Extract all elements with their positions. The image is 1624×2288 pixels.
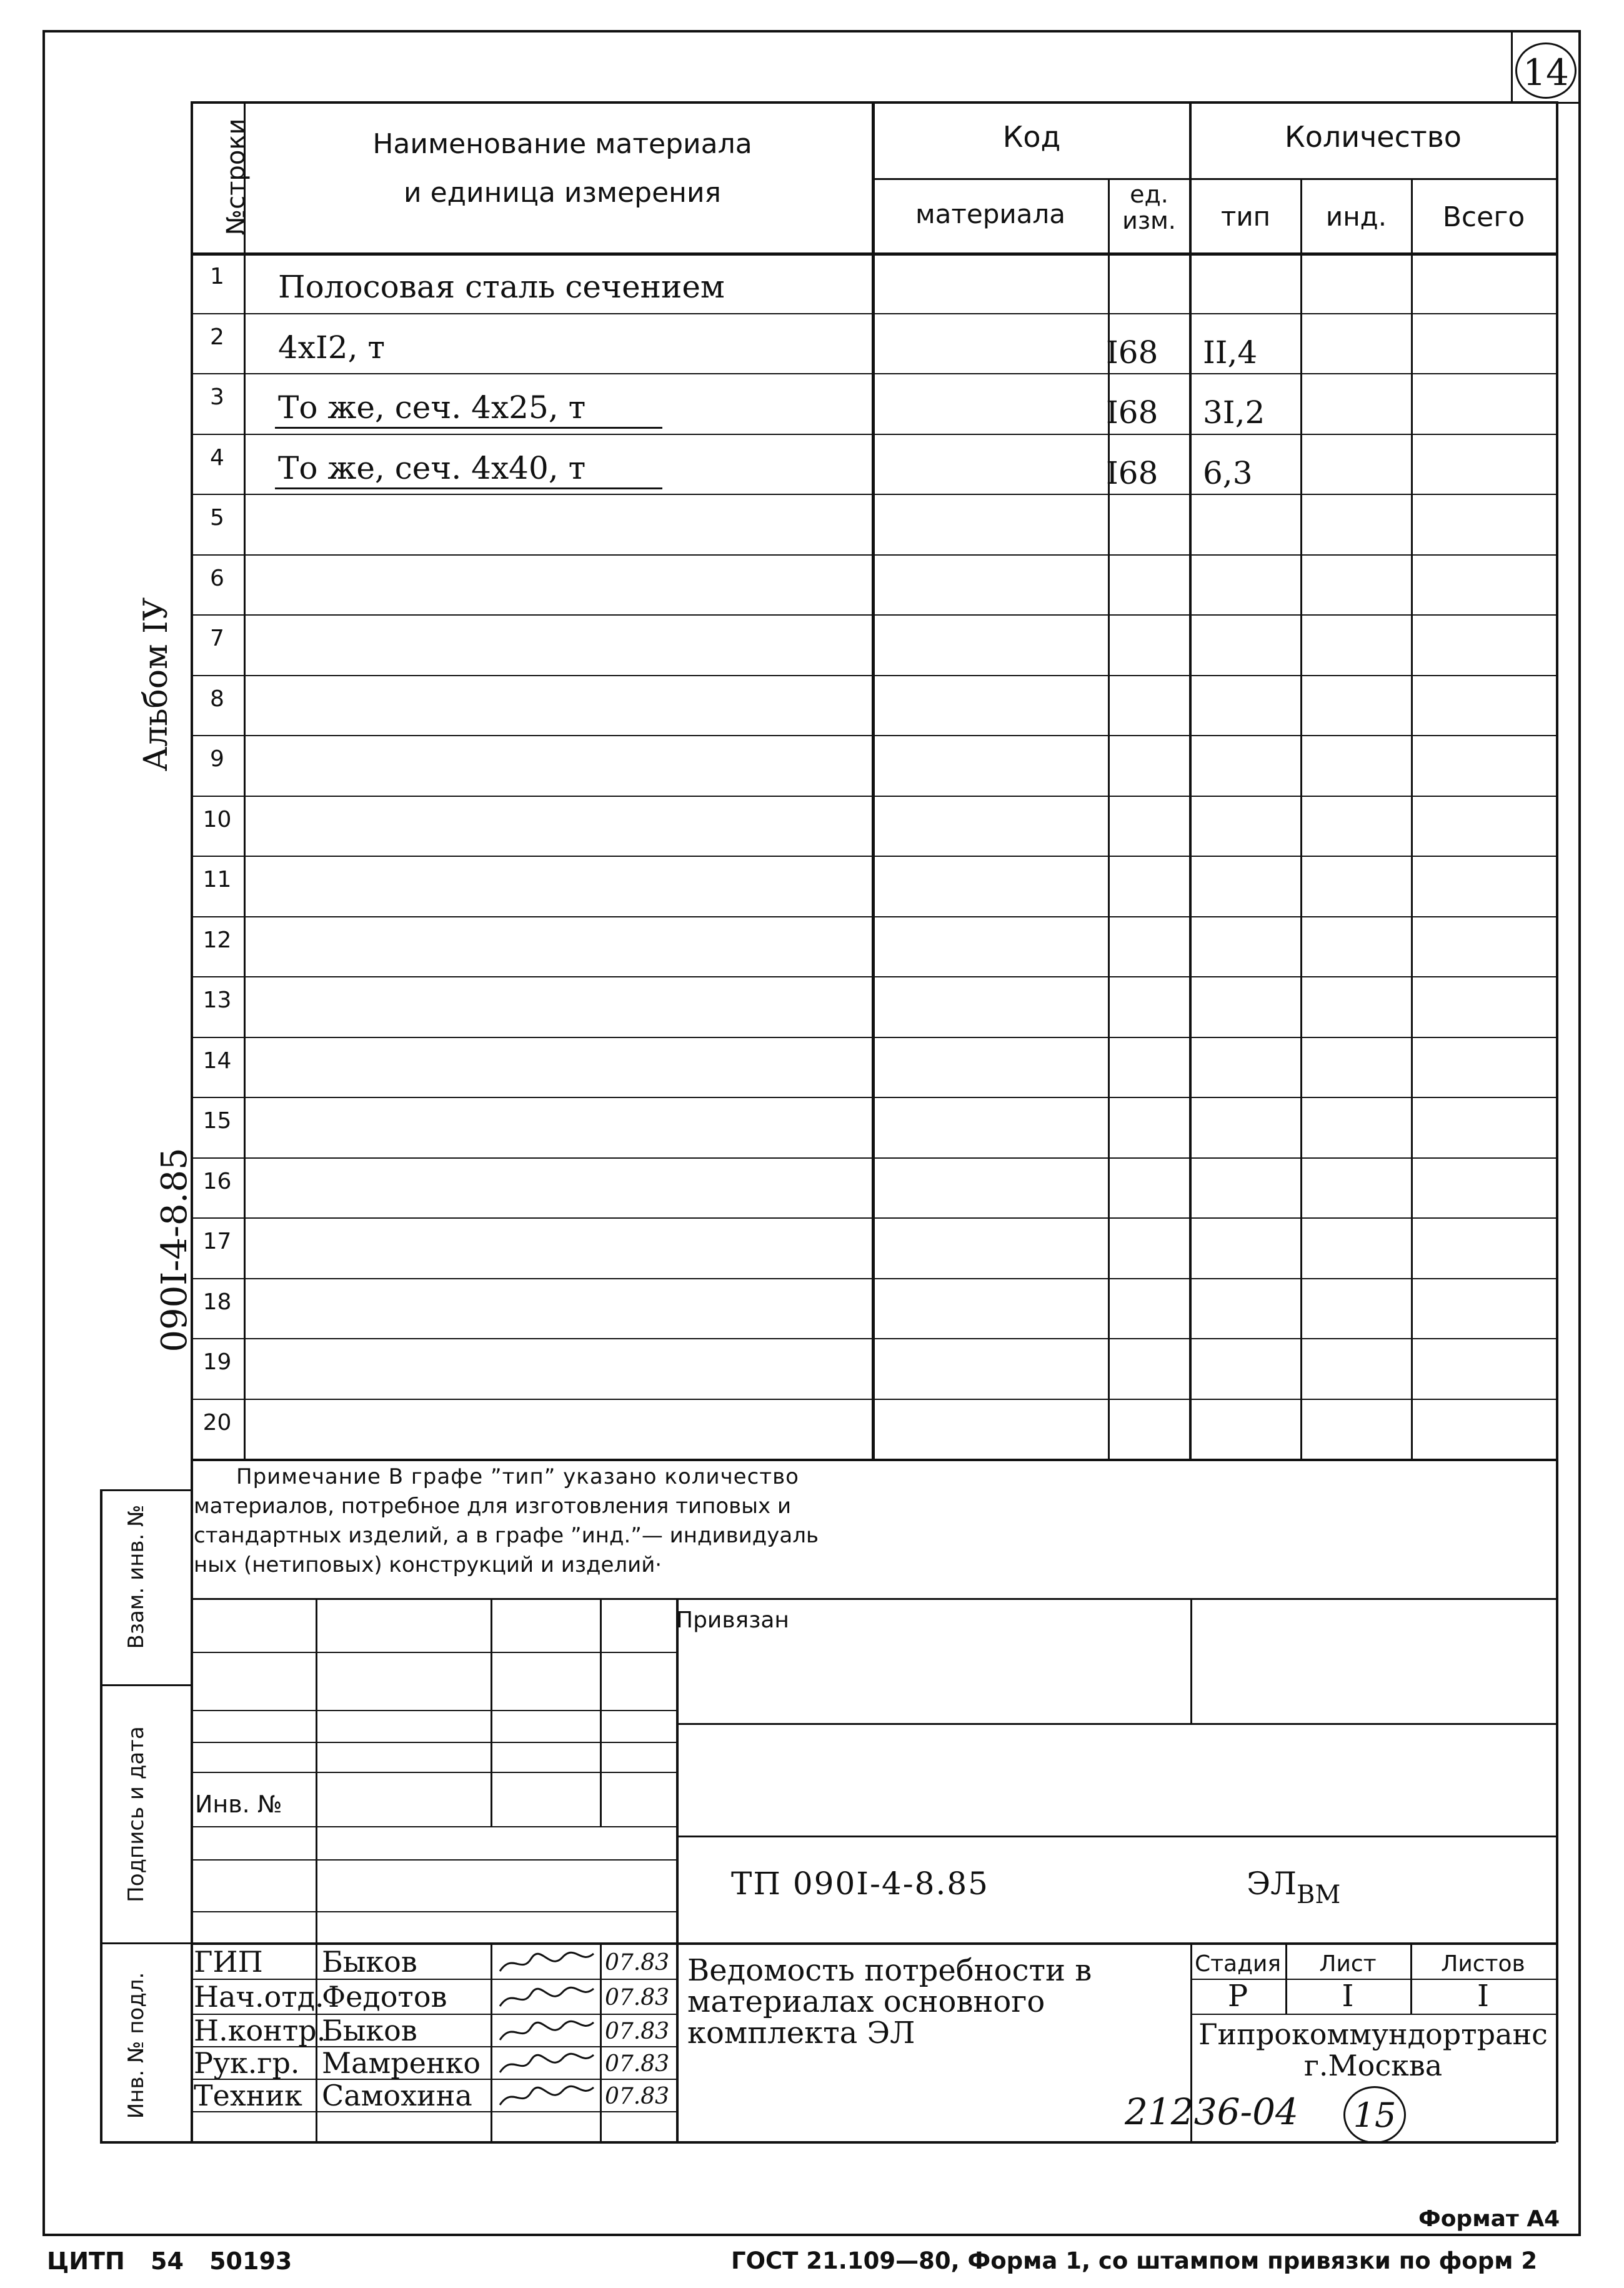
row-number: 4 — [210, 444, 224, 471]
row-number: 19 — [202, 1349, 232, 1375]
stamp-row — [191, 1772, 678, 1773]
qty-type-header: тип — [1220, 201, 1271, 232]
row-number: 2 — [210, 324, 224, 350]
privyazan-label: Привязан — [676, 1607, 789, 1633]
row-number: 8 — [210, 686, 224, 712]
signature-name: Самохина — [322, 2079, 472, 2112]
note-line-2: материалов, потребное для изготовления типовых и — [194, 1494, 792, 1519]
privyazan-bottom — [676, 1723, 1556, 1725]
row-number: 13 — [202, 987, 232, 1013]
bottom-handwritten-number: 21236-04 — [1125, 2091, 1298, 2133]
stamp-col1 — [316, 1598, 317, 2142]
title-line-3: комплекта ЭЛ — [687, 2016, 915, 2051]
frame-right — [1578, 30, 1581, 2236]
row-number: 11 — [202, 867, 232, 892]
signature-name: Федотов — [322, 1980, 447, 2014]
vzam-inv-label: Взам. инв. № — [124, 1504, 149, 1649]
stamp-left-border — [191, 1459, 193, 2142]
handwritten-signature — [494, 2080, 600, 2114]
note-line-3: стандартных изделий, а в графе ”инд.”— индивидуаль — [194, 1523, 819, 1548]
row-underline — [275, 427, 662, 429]
code-material-header: материала — [915, 199, 1065, 229]
frame-top — [42, 30, 1581, 32]
document-title — [687, 1955, 1092, 2049]
row-line — [191, 1157, 1556, 1159]
sheet-header: Лист — [1319, 1951, 1377, 1977]
row-number: 3 — [210, 384, 224, 410]
stage-values-bottom — [1190, 2014, 1556, 2015]
signature-name: Мамренко — [322, 2046, 481, 2080]
row-number: 10 — [202, 806, 232, 832]
handwritten-signature — [494, 2015, 600, 2049]
sheets-header: Листов — [1441, 1951, 1525, 1977]
row-number: 12 — [202, 927, 232, 953]
handwritten-signature — [494, 1981, 600, 2015]
row-qty-type: II,4 — [1203, 334, 1258, 371]
stamp-col2 — [491, 1598, 492, 1826]
org-line-2: г.Москва — [1303, 2049, 1443, 2082]
signature-role: Н.контр. — [194, 2014, 326, 2047]
col-divider-qty — [1189, 101, 1192, 1459]
code-header: Код — [1002, 120, 1061, 154]
signature-date: 07.83 — [605, 2051, 670, 2077]
row-line — [191, 1037, 1556, 1038]
row-line — [191, 916, 1556, 917]
row-line — [191, 554, 1556, 556]
sheet-value: I — [1342, 1979, 1354, 2014]
stamp-row — [191, 1652, 678, 1653]
row-line — [191, 373, 1556, 374]
unit-header: и единица измерения — [403, 177, 722, 209]
row-number: 18 — [202, 1289, 232, 1315]
doc-mark — [1247, 1866, 1341, 1909]
row-line — [191, 313, 1556, 314]
sheets-value: I — [1477, 1979, 1489, 2014]
stamp-bottom — [100, 2141, 1556, 2144]
row-line — [191, 796, 1556, 797]
row-material-name: Полосовая сталь сечением — [278, 269, 725, 305]
sig-col-date — [600, 1942, 602, 2142]
signature-role: Рук.гр. — [194, 2046, 300, 2080]
organization-name — [1190, 2019, 1556, 2081]
name-header: Наименование материала — [372, 128, 752, 160]
stamp-row — [191, 1911, 678, 1912]
row-number: 7 — [210, 626, 224, 651]
note-block — [194, 1462, 1256, 1580]
signature-date: 07.83 — [605, 1985, 670, 2011]
row-number: 16 — [202, 1168, 232, 1194]
title-line-2: материалах основного — [687, 1984, 1045, 2019]
footer-left: ЦИТП 54 50193 — [47, 2247, 292, 2275]
stage-value: Р — [1227, 1979, 1248, 2014]
frame-bottom — [42, 2234, 1581, 2236]
row-line — [191, 614, 1556, 616]
row-number: 15 — [202, 1108, 232, 1134]
stamp-row — [191, 1710, 678, 1711]
row-line — [191, 1278, 1556, 1279]
stage-header: Стадия — [1194, 1951, 1282, 1977]
stamp-row — [191, 1859, 678, 1861]
bottom-circled-number: 15 — [1343, 2086, 1406, 2144]
row-line — [191, 1338, 1556, 1339]
row-line — [191, 1399, 1556, 1400]
handwritten-signature — [494, 1946, 600, 1980]
row-underline — [275, 487, 662, 489]
row-line — [191, 976, 1556, 977]
side-panel-left — [100, 1489, 102, 2142]
row-number: 1 — [210, 264, 224, 289]
top-sheet-number: 14 — [1515, 42, 1577, 99]
privyazan-divider — [1190, 1598, 1192, 1723]
row-line — [191, 675, 1556, 676]
header-subline — [872, 178, 1556, 180]
row-number-header: №строки — [222, 118, 251, 236]
qty-total-header: Всего — [1442, 201, 1525, 233]
stamp-col3 — [600, 1598, 602, 1826]
format-label: Формат А4 — [1418, 2206, 1560, 2232]
sig-col-sign — [491, 1942, 492, 2142]
doc-mark-sub: ВМ — [1296, 1881, 1341, 1909]
org-line-1: Гипрокоммундортранс — [1198, 2017, 1548, 2051]
table-bottom-border — [191, 1459, 1556, 1461]
row-number: 6 — [210, 565, 224, 591]
doc-mark-text: ЭЛ — [1247, 1866, 1297, 1902]
row-unit-code: I68 — [1106, 334, 1158, 371]
doc-code: ТП 090I-4-8.85 — [731, 1866, 989, 1902]
stamp-row — [191, 1742, 678, 1743]
frame-left — [42, 30, 45, 2236]
row-number: 5 — [210, 505, 224, 531]
row-material-name: То же, сеч. 4х25, т — [278, 389, 586, 426]
row-qty-type: 3I,2 — [1203, 394, 1265, 431]
stamp-row — [191, 1826, 678, 1827]
quantity-header: Количество — [1285, 120, 1462, 154]
row-line — [191, 856, 1556, 857]
row-unit-code: I68 — [1106, 394, 1158, 431]
signature-role: Нач.отд. — [194, 1980, 324, 2014]
handwritten-signature — [494, 2047, 600, 2081]
row-line — [191, 1097, 1556, 1098]
code-unit-header: ед. изм. — [1122, 181, 1176, 234]
inv-no-label: Инв. № — [195, 1791, 282, 1818]
inv-podl-label: Инв. № подл. — [124, 1972, 149, 2119]
title-line-1: Ведомость потребности в — [687, 1953, 1092, 1988]
row-unit-code: I68 — [1106, 454, 1158, 491]
signature-name: Быков — [322, 2014, 417, 2047]
row-line — [191, 494, 1556, 495]
signature-role: Техник — [194, 2079, 302, 2112]
note-line-4: ных (нетиповых) конструкций и изделий· — [194, 1552, 662, 1577]
row-material-name: То же, сеч. 4х40, т — [278, 449, 586, 486]
table-right-border — [1556, 101, 1558, 2142]
row-number: 9 — [210, 746, 224, 772]
col-divider-ind — [1300, 178, 1302, 1459]
signature-date: 07.83 — [605, 2084, 670, 2109]
album-label: Альбом IУ — [137, 597, 175, 772]
podpis-data-label: Подпись и дата — [124, 1726, 149, 1902]
stamp-col4 — [676, 1598, 679, 2142]
signature-date: 07.83 — [605, 2019, 670, 2044]
project-code-vertical: 090I-4-8.85 — [154, 1147, 195, 1352]
note-line-1: Примечание В графе ”тип” указано количество — [236, 1464, 799, 1489]
row-number: 20 — [202, 1409, 232, 1436]
qty-ind-header: инд. — [1325, 201, 1387, 232]
row-qty-type: 6,3 — [1203, 454, 1253, 491]
row-number: 14 — [202, 1047, 232, 1074]
row-line — [191, 434, 1556, 435]
footer-right: ГОСТ 21.109—80, Форма 1, со штампом привязки по форм 2 — [731, 2247, 1538, 2274]
signature-name: Быков — [322, 1945, 417, 1979]
note-bottom — [191, 1598, 1556, 1600]
doc-code-top — [676, 1836, 1556, 1837]
row-material-name: 4хI2, т — [278, 329, 386, 366]
side-panel-sep1 — [100, 1684, 191, 1686]
header-bottom — [191, 252, 1556, 256]
col-divider-name — [244, 101, 246, 1459]
col-divider-code — [872, 101, 875, 1459]
signature-role: ГИП — [194, 1945, 263, 1979]
row-line — [191, 1217, 1556, 1219]
row-line — [191, 735, 1556, 736]
row-number: 17 — [202, 1229, 232, 1254]
signature-date: 07.83 — [605, 1950, 670, 1976]
col-divider-total — [1411, 178, 1413, 1459]
